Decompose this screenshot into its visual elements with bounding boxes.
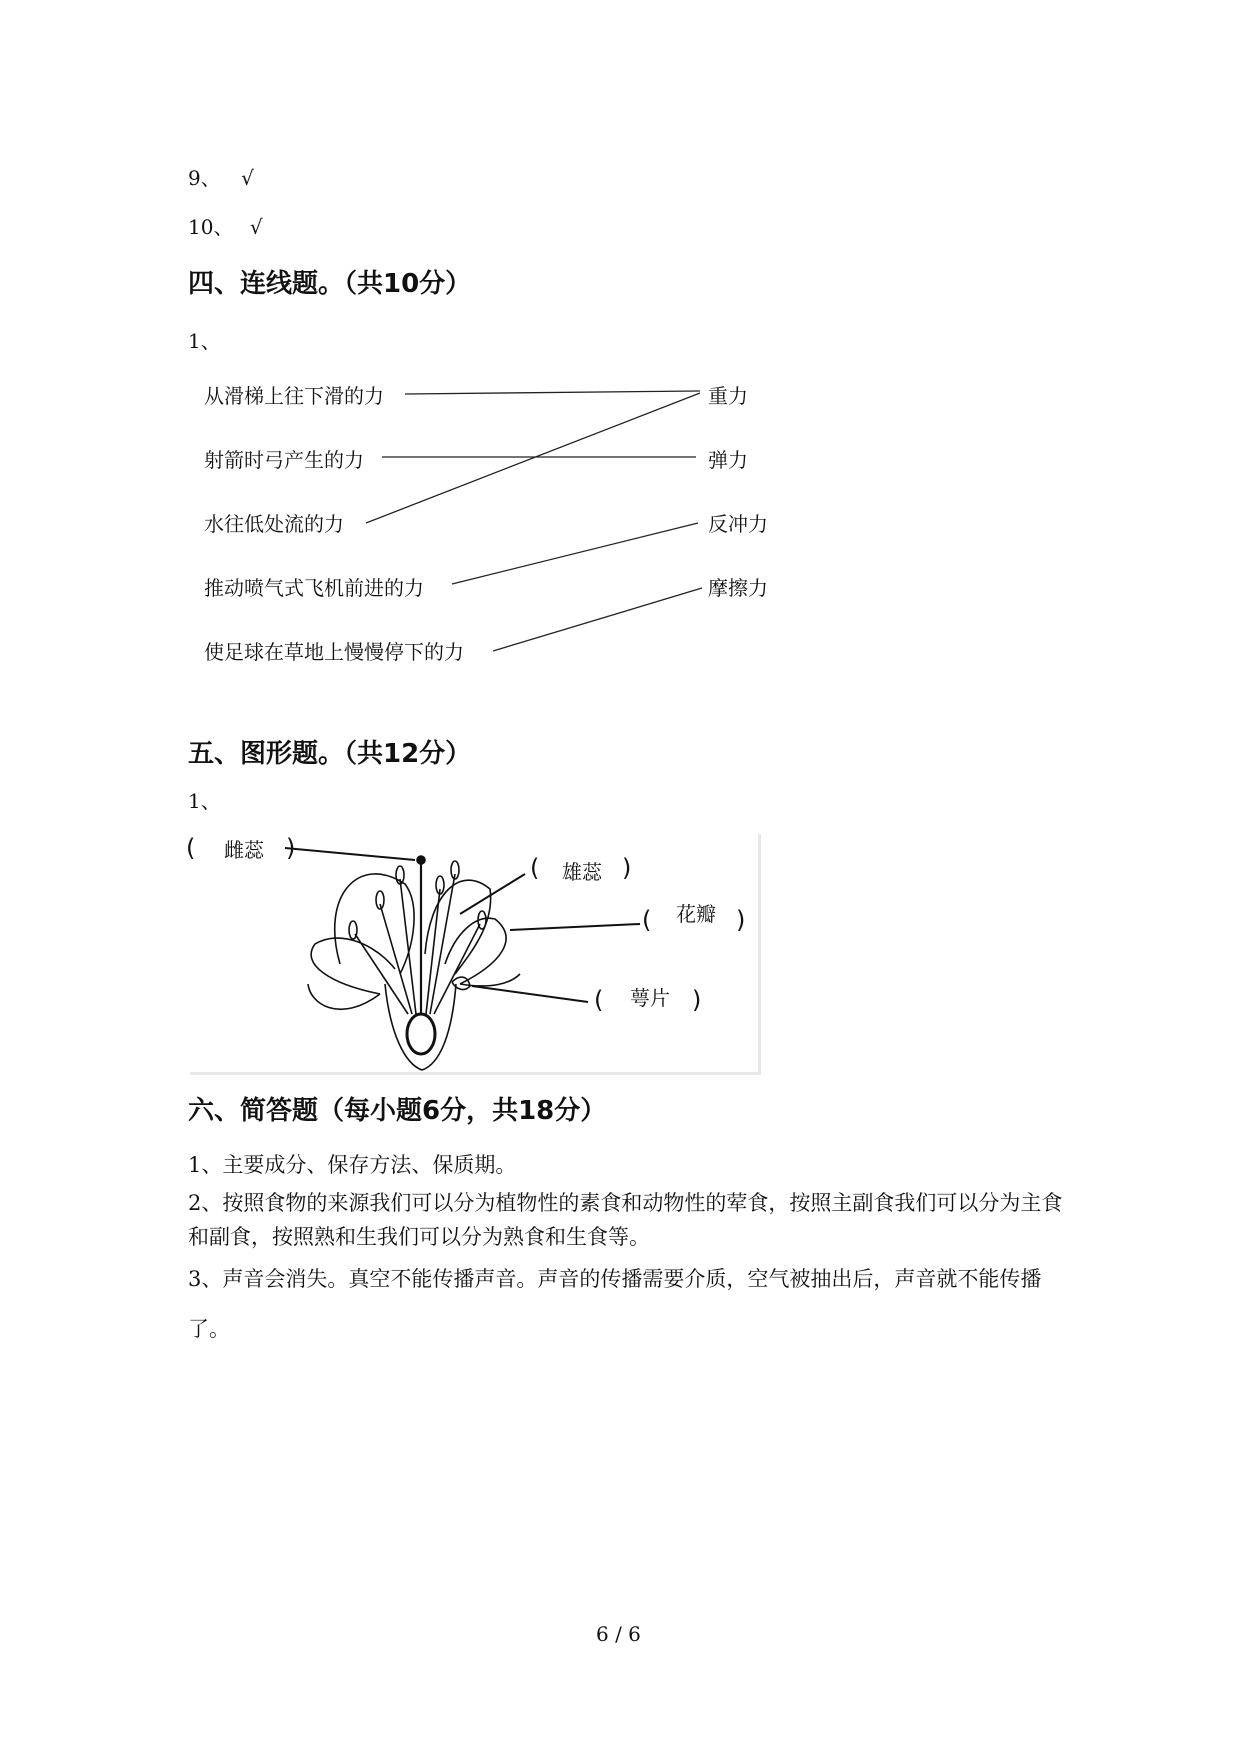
section4-heading: 四、连线题。（共10分） [188, 269, 472, 299]
close-paren: ) [622, 854, 632, 882]
page-number: 6 / 6 [596, 1622, 641, 1646]
left-item-4: 推动喷气式飞机前进的力 [204, 576, 424, 600]
left-item-3: 水往低处流的力 [204, 512, 344, 536]
match-line-3 [366, 393, 700, 523]
flower-drawing [190, 834, 758, 1072]
label-sepal: 萼片 [630, 986, 670, 1010]
section6-heading: 六、简答题（每小题6分，共18分） [188, 1096, 607, 1126]
section5-heading: 五、图形题。（共12分） [188, 739, 472, 769]
stigma [417, 856, 425, 864]
left-item-2: 射箭时弓产生的力 [204, 448, 364, 472]
match-line-4 [452, 523, 698, 584]
open-paren: ( [642, 906, 652, 934]
label-petal: 花瓣 [676, 902, 716, 926]
short-answer-3: 3、声音会消失。真空不能传播声音。声音的传播需要介质，空气被抽出后，声音就不能传播了。 [188, 1267, 1042, 1341]
left-item-1: 从滑梯上往下滑的力 [204, 384, 384, 408]
right-item-3: 反冲力 [708, 512, 768, 536]
petal-back-right [425, 880, 491, 974]
check-mark: √ [249, 215, 263, 239]
petal-back-left [335, 874, 414, 974]
answer-number: 10、 [188, 215, 234, 239]
check-mark: √ [241, 166, 254, 190]
open-paren: ( [186, 834, 196, 862]
short-answer-1: 1、主要成分、保存方法、保质期。 [188, 1153, 517, 1177]
short-answer-2: 2、按照食物的来源我们可以分为植物性的素食和动物性的荤食，按照主副食我们可以分为主食和副食，按照熟和生我们可以分为熟食和生食等。 [188, 1191, 1063, 1249]
close-paren: ) [692, 986, 702, 1014]
match-line-5 [493, 588, 702, 651]
pointer-pistil [285, 848, 415, 860]
right-item-1: 重力 [708, 384, 748, 408]
anther-5 [349, 921, 357, 939]
section4-item-number: 1、 [188, 329, 221, 353]
label-stamen: 雄蕊 [562, 860, 602, 884]
flower-diagram [186, 834, 761, 1075]
stamen-6 [434, 924, 480, 1014]
section5-item-number: 1、 [188, 789, 221, 813]
match-line-1 [405, 391, 700, 394]
left-item-5: 使足球在草地上慢慢停下的力 [204, 640, 464, 664]
petal-left [311, 938, 395, 994]
answer-number: 9、 [188, 166, 221, 190]
pointer-petal [510, 924, 640, 930]
stamen-2 [400, 879, 416, 1014]
open-paren: ( [594, 986, 604, 1014]
petal-left-lower [308, 984, 380, 1009]
close-paren: ) [736, 906, 746, 934]
close-paren: ) [286, 834, 296, 862]
matching-lines [0, 0, 1241, 760]
right-item-4: 摩擦力 [708, 576, 768, 600]
right-item-2: 弹力 [708, 448, 748, 472]
pointer-sepal [472, 986, 588, 1002]
ovary [407, 1014, 435, 1054]
label-pistil: 雌蕊 [224, 838, 264, 862]
open-paren: ( [530, 854, 540, 882]
